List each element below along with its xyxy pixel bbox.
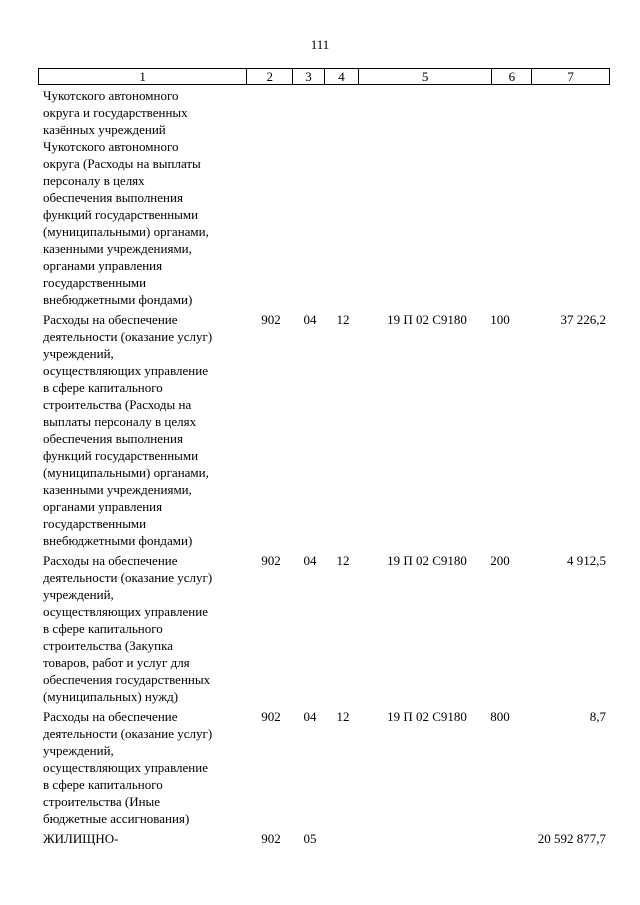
row-1-description: Расходы на обеспечение деятельности (оказание услуг) учреждений, осуществляющих управление в сфере капитального строительства (Расходы на выплаты персоналу в целях обеспечения выполнения функций государственными (муниципальными) органами, казенными учреждениями, органами управления государственными внебюджетными фондами) xyxy=(43,312,213,548)
row-4-description: ЖИЛИЩНО- xyxy=(43,831,119,846)
row-1-section: 04 xyxy=(303,312,317,327)
row-2-description: Расходы на обеспечение деятельности (оказание услуг) учреждений, осуществляющих управление в сфере капитального строительства (Закупка товаров, работ и услуг для обеспечения государственных (муниципальных) нужд) xyxy=(43,553,213,704)
row-2-ministry: 902 xyxy=(261,553,281,568)
row-1-target-article: 19 П 02 С9180 xyxy=(387,312,467,327)
row-3-section: 04 xyxy=(303,709,317,724)
header-col-4: 4 xyxy=(325,69,359,84)
row-2-amount: 4 912,5 xyxy=(567,553,606,568)
row-3-description: Расходы на обеспечение деятельности (оказание услуг) учреждений, осуществляющих управление в сфере капитального строительства (Иные бюджетные ассигнования) xyxy=(43,709,213,826)
row-1-ministry: 902 xyxy=(261,312,281,327)
row-2-section: 04 xyxy=(303,553,317,568)
table-header-row xyxy=(38,68,610,85)
row-3-subsection: 12 xyxy=(336,709,350,724)
row-3-amount: 8,7 xyxy=(589,709,606,724)
row-2-subsection: 12 xyxy=(336,553,350,568)
row-4-amount: 20 592 877,7 xyxy=(537,831,606,846)
row-1-subsection: 12 xyxy=(336,312,350,327)
row-4-section: 05 xyxy=(303,831,317,846)
row-3-expense-type: 800 xyxy=(490,709,510,724)
header-col-5: 5 xyxy=(359,69,493,84)
row-3-ministry: 902 xyxy=(261,709,281,724)
row-1-expense-type: 100 xyxy=(490,312,510,327)
row-0-description: Чукотского автономного округа и государственных казённых учреждений Чукотского автономного округа (Расходы на выплаты персоналу в целях обеспечения выполнения функций государственными (муниципальными) органами, казенными учреждениями, органами управления государственными внебюджетными фондами) xyxy=(43,88,209,307)
header-col-7: 7 xyxy=(567,69,574,84)
header-col-3: 3 xyxy=(293,69,325,84)
row-2-expense-type: 200 xyxy=(490,553,510,568)
row-3-target-article: 19 П 02 С9180 xyxy=(387,709,467,724)
row-2-target-article: 19 П 02 С9180 xyxy=(387,553,467,568)
header-col-1: 1 xyxy=(39,69,247,84)
page-number: 111 xyxy=(310,37,330,52)
header-col-6: 6 xyxy=(492,69,532,84)
row-1-amount: 37 226,2 xyxy=(560,312,606,327)
row-4-ministry: 902 xyxy=(261,831,281,846)
header-col-2: 2 xyxy=(247,69,293,84)
